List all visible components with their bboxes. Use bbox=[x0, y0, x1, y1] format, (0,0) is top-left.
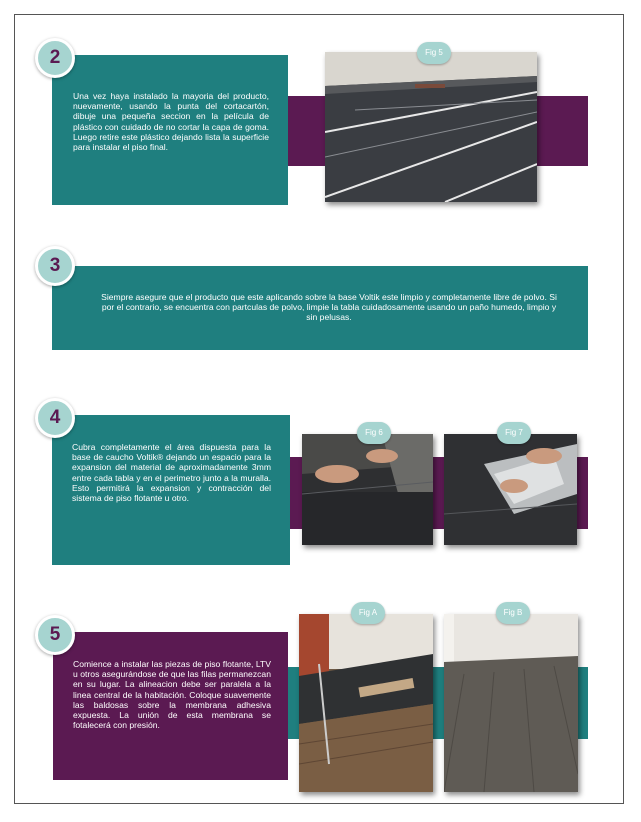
step-3-badge: 3 bbox=[35, 246, 75, 286]
step-4-text: Cubra completamente el área dispuesta para la base de caucho Voltik® dejando un espacio para la expansion del material de aproximadamente 3mm entre cada tabla y en el perimetro junto a la muralla. Esto permitirá la expansion y contracción del sistema de piso flotante u otro. bbox=[72, 442, 271, 504]
fig-5-photo bbox=[325, 52, 537, 202]
step-5-text: Comience a instalar las piezas de piso flotante, LTV u otros asegurándose de que las filas permanezcan en su lugar. La alineacion debe ser paralela a la linea central de la habitación. Coloque suavemente las baldosas sobre la membrana adhesiva expuesta. La unión de esta membrana se fotalecerá con presión. bbox=[73, 659, 271, 731]
fig-a-photo bbox=[299, 614, 433, 792]
step-3-box bbox=[52, 266, 588, 350]
fig-7-label: Fig 7 bbox=[497, 422, 531, 444]
step-5-box bbox=[53, 632, 288, 780]
fig-7-photo bbox=[444, 434, 577, 545]
step-4-badge: 4 bbox=[35, 398, 75, 438]
fig-a-label: Fig A bbox=[351, 602, 385, 624]
fig-6-label: Fig 6 bbox=[357, 422, 391, 444]
step-2-box bbox=[52, 55, 288, 205]
fig-6-photo bbox=[302, 434, 433, 545]
step-2-badge: 2 bbox=[35, 38, 75, 78]
step-2-text: Una vez haya instalado la mayoria del producto, nuevamente, usando la punta del cortacartón, dibuje una pequeña seccion en la película de plástico con cuidado de no cortar la capa de goma. Luego retire este plástico dejando lista la superficie para instalar el piso final. bbox=[73, 91, 269, 153]
step-5-badge: 5 bbox=[35, 615, 75, 655]
step-3-text: Siempre asegure que el producto que este aplicando sobre la base Voltik este limpio y completamente libre de polvo. Si por el contrario, se encuentra con partculas de polvo, limpie la tabla cuidadosamente usando un paño humedo, limpio y sin pelusas. bbox=[101, 292, 557, 323]
fig-b-photo bbox=[444, 614, 578, 792]
fig-5-label: Fig 5 bbox=[417, 42, 451, 64]
step-4-box bbox=[52, 415, 290, 565]
fig-b-label: Fig B bbox=[496, 602, 530, 624]
